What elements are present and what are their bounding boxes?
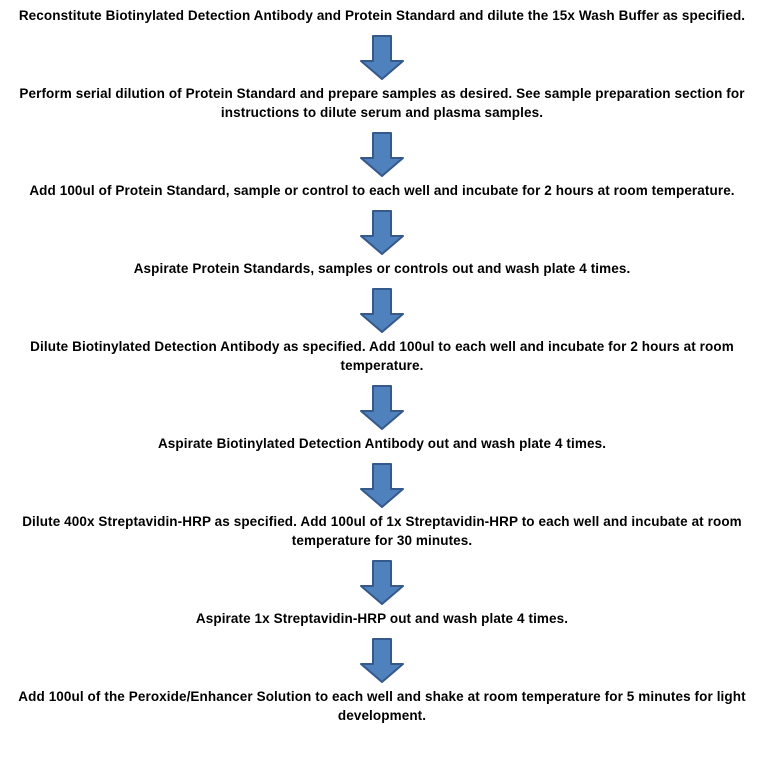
down-arrow-shape bbox=[361, 289, 403, 332]
flow-step-1: Reconstitute Biotinylated Detection Antibody and Protein Standard and dilute the 15x Wash Buffer as specified. bbox=[18, 8, 746, 23]
flow-step-5: Dilute Biotinylated Detection Antibody as specified. Add 100ul to each well and incubate for 2 hours at room temperature. bbox=[30, 339, 734, 373]
down-arrow-shape bbox=[361, 386, 403, 429]
flow-step-8: Aspirate 1x Streptavidin-HRP out and wash plate 4 times. bbox=[195, 611, 569, 626]
flow-step-3: Add 100ul of Protein Standard, sample or control to each well and incubate for 2 hours at room temperature. bbox=[29, 183, 735, 198]
down-arrow-icon bbox=[359, 132, 405, 178]
down-arrow-icon bbox=[359, 210, 405, 256]
down-arrow-icon bbox=[359, 560, 405, 606]
flow-step-7: Dilute 400x Streptavidin-HRP as specified. Add 100ul of 1x Streptavidin-HRP to each well and incubate at room temperature for 30 minutes. bbox=[22, 514, 742, 548]
down-arrow-icon bbox=[359, 35, 405, 81]
down-arrow-icon bbox=[359, 385, 405, 431]
down-arrow-shape bbox=[361, 639, 403, 682]
down-arrow-icon bbox=[359, 288, 405, 334]
down-arrow-shape bbox=[361, 464, 403, 507]
down-arrow-shape bbox=[361, 133, 403, 176]
flow-step-9: Add 100ul of the Peroxide/Enhancer Solution to each well and shake at room temperature for 5 minutes for light development. bbox=[18, 689, 746, 723]
down-arrow-icon bbox=[359, 638, 405, 684]
flow-step-6: Aspirate Biotinylated Detection Antibody out and wash plate 4 times. bbox=[157, 436, 607, 451]
flow-step-2: Perform serial dilution of Protein Standard and prepare samples as desired. See sample preparation section for instructions to dilute serum and plasma samples. bbox=[19, 86, 745, 120]
flow-step-4: Aspirate Protein Standards, samples or controls out and wash plate 4 times. bbox=[133, 261, 631, 276]
down-arrow-shape bbox=[361, 36, 403, 79]
down-arrow-icon bbox=[359, 463, 405, 509]
down-arrow-shape bbox=[361, 561, 403, 604]
down-arrow-shape bbox=[361, 211, 403, 254]
